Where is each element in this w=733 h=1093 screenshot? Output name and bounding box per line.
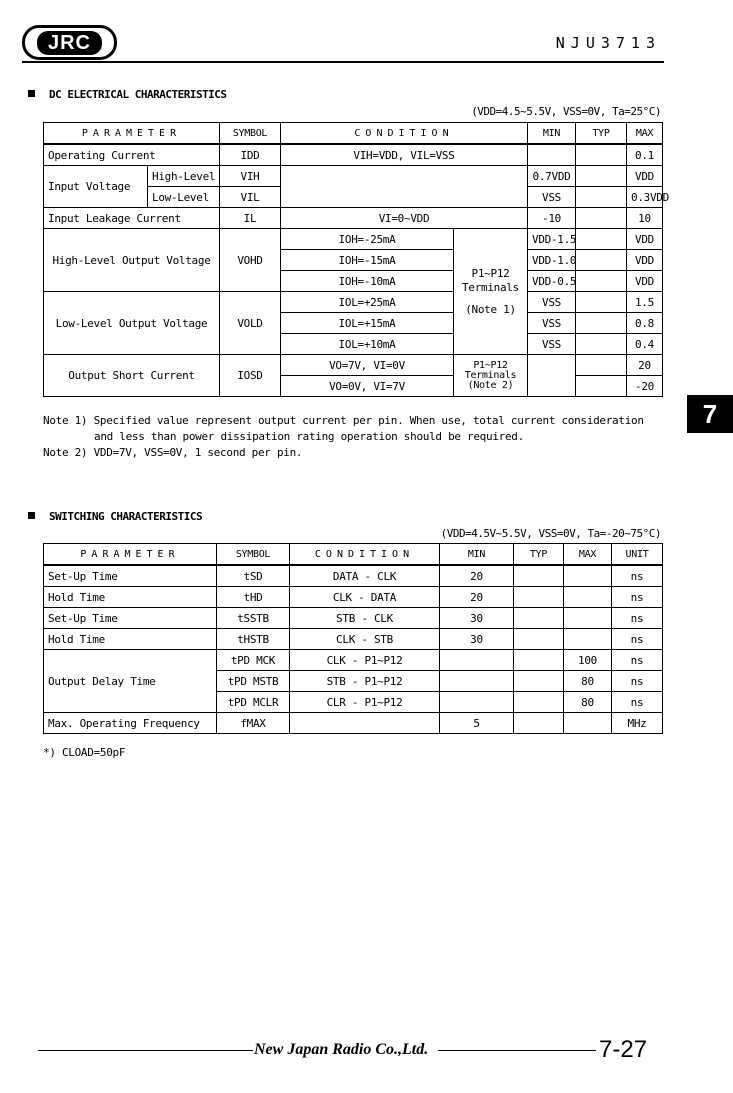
min-cell: VSS [528,187,576,208]
max-cell: 1.5 [627,292,663,313]
param-cell: Hold Time [44,587,217,608]
symbol-cell: tPD MCK [217,650,290,671]
max-cell [564,713,612,734]
typ-cell [514,565,564,587]
symbol-cell: fMAX [217,713,290,734]
col-typ: TYP [576,123,627,145]
note-text: VDD=7V, VSS=0V, 1 second per pin. [93,446,303,459]
typ-cell [576,208,627,229]
max-cell: VDD [627,166,663,187]
note-line: P1~P12 [473,359,508,371]
bullet-square-icon [28,90,35,97]
unit-cell: MHz [612,713,663,734]
condition-cell: IOH=-15mA [281,250,454,271]
typ-cell [576,292,627,313]
param-cell: Output Short Current [44,355,220,397]
sw-section-title [28,510,202,523]
min-cell: VSS [528,292,576,313]
note-line: (Note 1) [465,302,516,316]
max-cell: VDD [627,271,663,292]
condition-cell: CLK - STB [290,629,440,650]
min-cell: VDD-0.5 [528,271,576,292]
condition-cell: IOH=-10mA [281,271,454,292]
condition-cell: STB - P1~P12 [290,671,440,692]
symbol-cell: IL [220,208,281,229]
typ-cell [576,334,627,355]
footer-rule-left [38,1050,253,1051]
symbol-cell: tHSTB [217,629,290,650]
table-row [44,608,663,629]
table-row [44,166,663,187]
col-parameter: PARAMETER [44,123,220,145]
condition-cell: CLR - P1~P12 [290,692,440,713]
param-cell: Input Leakage Current [44,208,220,229]
table-row [44,292,663,313]
col-typ: TYP [514,544,564,566]
typ-cell [514,629,564,650]
dc-section-title [28,88,227,101]
company-name: New Japan Radio Co.,Ltd. [254,1041,429,1058]
condition-cell: IOL=+10mA [281,334,454,355]
max-cell: 0.4 [627,334,663,355]
symbol-cell: VOLD [220,292,281,355]
typ-cell [576,229,627,250]
col-unit: UNIT [612,544,663,566]
col-max: MAX [564,544,612,566]
min-cell: VSS [528,334,576,355]
note-line: (Note 2) [467,379,514,391]
short-note-cell [454,355,528,397]
dc-conditions: (VDD=4.5~5.5V, VSS=0V, Ta=25°C) [471,105,661,118]
col-symbol: SYMBOL [220,123,281,145]
min-cell: 20 [440,587,514,608]
condition-cell: VO=0V, VI=7V [281,376,454,397]
typ-cell [576,313,627,334]
condition-cell: VIH=VDD, VIL=VSS [281,144,528,166]
max-cell: 80 [564,692,612,713]
note-2 [43,445,644,461]
col-min: MIN [528,123,576,145]
min-cell [440,650,514,671]
condition-cell [290,713,440,734]
symbol-cell: IDD [220,144,281,166]
dc-table [43,122,669,397]
min-cell: 5 [440,713,514,734]
symbol-cell: tPD MCLR [217,692,290,713]
footer-rule-right [438,1050,596,1051]
condition-cell: CLK - P1~P12 [290,650,440,671]
condition-cell: IOL=+15mA [281,313,454,334]
note-1 [43,413,644,429]
condition-cell: IOL=+25mA [281,292,454,313]
condition-cell: STB - CLK [290,608,440,629]
symbol-cell: tHD [217,587,290,608]
typ-cell [576,144,627,166]
table-row [44,587,663,608]
typ-cell [576,355,627,376]
max-cell: VDD [627,250,663,271]
condition-cell: IOH=-25mA [281,229,454,250]
terminal-note-cell [454,229,528,355]
typ-cell [576,250,627,271]
typ-cell [514,713,564,734]
symbol-cell: VOHD [220,229,281,292]
condition-cell: VO=7V, VI=0V [281,355,454,376]
typ-cell [576,166,627,187]
min-cell: 0.7VDD [528,166,576,187]
max-cell: 0.1 [627,144,663,166]
note-line: P1~P12 [471,266,510,280]
dc-notes [43,413,644,461]
sw-table [43,543,663,734]
unit-cell: ns [612,608,663,629]
max-cell: -20 [627,376,663,397]
symbol-cell: tPD MSTB [217,671,290,692]
header-rule [22,61,664,63]
symbol-cell: IOSD [220,355,281,397]
symbol-cell: tSD [217,565,290,587]
table-row [44,229,663,250]
condition-cell: VI=0~VDD [281,208,528,229]
typ-cell [514,671,564,692]
min-cell: VDD-1.0 [528,250,576,271]
max-cell: 80 [564,671,612,692]
param-cell: Low-Level Output Voltage [44,292,220,355]
note-label: Note 1) [43,414,88,427]
unit-cell: ns [612,650,663,671]
min-cell: VSS [528,313,576,334]
table-row [44,355,663,376]
note-line: Terminals [464,369,517,381]
unit-cell: ns [612,587,663,608]
note-text: and less than power dissipation rating operation should be required. [94,430,524,443]
typ-cell [514,587,564,608]
dc-title-text: DC ELECTRICAL CHARACTERISTICS [49,88,227,101]
condition-cell: DATA - CLK [290,565,440,587]
max-cell: VDD [627,229,663,250]
min-cell: 30 [440,608,514,629]
typ-cell [576,187,627,208]
symbol-cell: VIH [220,166,281,187]
min-cell: VDD-1.5 [528,229,576,250]
col-parameter: PARAMETER [44,544,217,566]
sw-header-row [44,544,663,566]
min-cell: -10 [528,208,576,229]
chapter-tab: 7 [687,395,733,433]
param-cell: Operating Current [44,144,220,166]
subparam-cell: High-Level [148,166,220,187]
bullet-square-icon [28,512,35,519]
page-number: 7-27 [599,1036,648,1063]
max-cell [564,608,612,629]
unit-cell: ns [612,565,663,587]
max-cell [564,629,612,650]
table-row [44,208,663,229]
part-number: NJU3713 [555,34,661,52]
min-cell [440,692,514,713]
table-row [44,144,663,166]
param-cell: High-Level Output Voltage [44,229,220,292]
condition-cell: CLK - DATA [290,587,440,608]
typ-cell [514,692,564,713]
table-row [44,713,663,734]
min-cell [528,144,576,166]
sw-title-text: SWITCHING CHARACTERISTICS [49,510,203,523]
note-text: Specified value represent output current per pin. When use, total current consideration [93,414,644,427]
table-row [44,650,663,671]
col-min: MIN [440,544,514,566]
unit-cell: ns [612,671,663,692]
table-row [44,565,663,587]
typ-cell [514,650,564,671]
max-cell: 100 [564,650,612,671]
note-line: Terminals [462,280,519,294]
sw-footnote: *) CLOAD=50pF [43,746,126,759]
symbol-cell: tSSTB [217,608,290,629]
min-cell [528,355,576,397]
param-cell: Hold Time [44,629,217,650]
param-cell: Set-Up Time [44,608,217,629]
jrc-logo [22,25,117,60]
max-cell: 10 [627,208,663,229]
param-cell: Set-Up Time [44,565,217,587]
unit-cell: ns [612,692,663,713]
subparam-cell: Low-Level [148,187,220,208]
col-symbol: SYMBOL [217,544,290,566]
typ-cell [576,271,627,292]
max-cell: 0.3VDD [627,187,663,208]
min-cell: 30 [440,629,514,650]
min-cell: 20 [440,565,514,587]
param-cell: Max. Operating Frequency [44,713,217,734]
max-cell [564,587,612,608]
param-cell: Output Delay Time [44,650,217,713]
max-cell: 20 [627,355,663,376]
dc-header-row [44,123,663,145]
col-condition: CONDITION [281,123,528,145]
typ-cell [576,376,627,397]
max-cell: 0.8 [627,313,663,334]
symbol-cell: VIL [220,187,281,208]
col-condition: CONDITION [290,544,440,566]
max-cell [564,565,612,587]
note-label: Note 2) [43,446,88,459]
table-row [44,629,663,650]
col-max: MAX [627,123,663,145]
min-cell [440,671,514,692]
logo-text: JRC [37,31,102,55]
sw-conditions: (VDD=4.5V~5.5V, VSS=0V, Ta=-20~75°C) [440,527,661,540]
param-cell: Input Voltage [44,166,148,208]
condition-cell [281,166,528,208]
unit-cell: ns [612,629,663,650]
typ-cell [514,608,564,629]
